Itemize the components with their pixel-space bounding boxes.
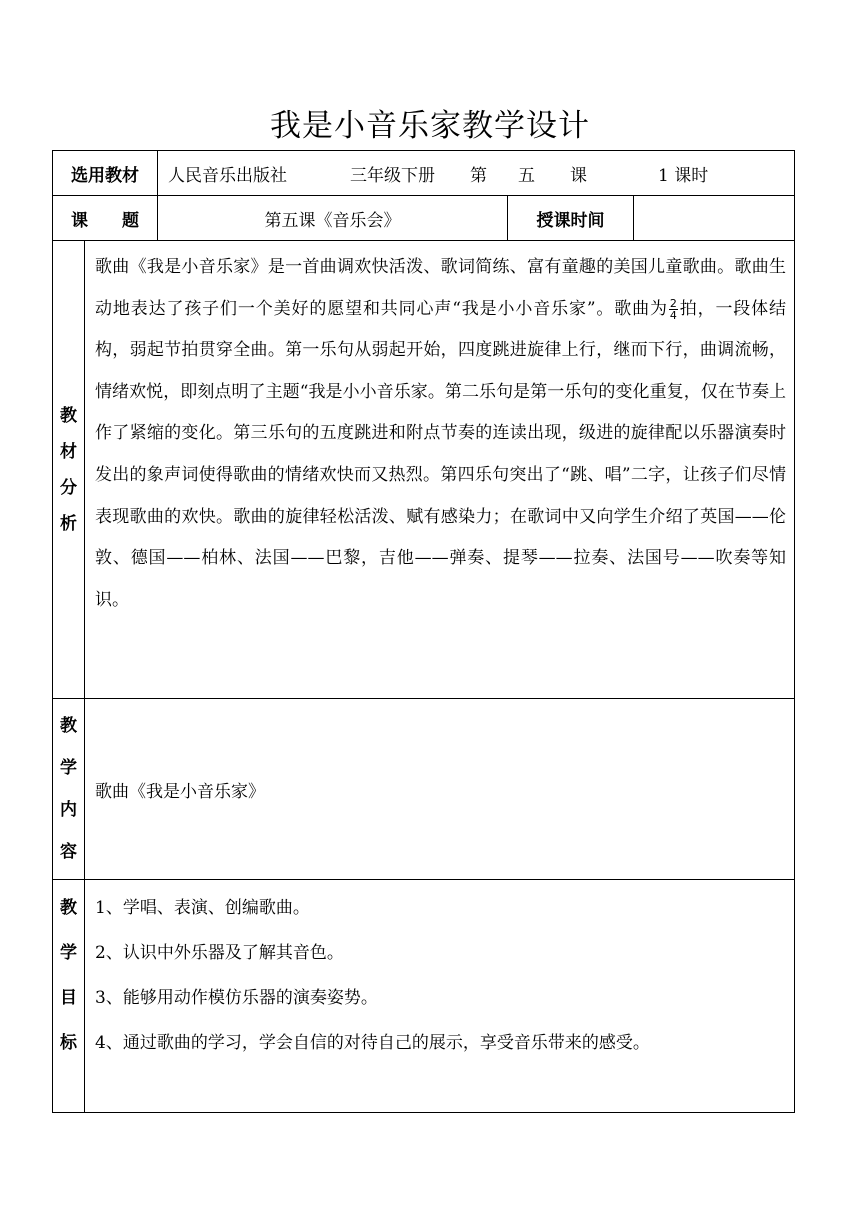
document-title: 我是小音乐家教学设计 — [270, 108, 590, 144]
topic-row — [53, 196, 795, 241]
textbook-label: 选用教材 — [53, 151, 158, 196]
content-row — [53, 699, 795, 880]
unit-number: 五 — [518, 165, 535, 186]
teaching-time-label: 授课时间 — [508, 196, 634, 241]
goal-item: 3、能够用动作模仿乐器的演奏姿势。 — [95, 988, 378, 1008]
time-signature: $\frac{2}{4}$ — [669, 296, 677, 322]
goal-item: 2、认识中外乐器及了解其音色。 — [95, 943, 344, 963]
textbook-row — [53, 151, 795, 196]
goal-item: 4、通过歌曲的学习，学会自信的对待自己的展示，享受音乐带来的感受。 — [95, 1033, 650, 1053]
goals-list — [85, 880, 795, 1113]
analysis-row — [53, 241, 795, 699]
teaching-time-value — [634, 196, 795, 241]
unit-suffix: 课 — [570, 165, 587, 186]
content-label: 教 学 内 容 — [53, 699, 85, 880]
goal-item: 1、学唱、表演、创编歌曲。 — [95, 898, 310, 918]
topic-value: 第五课《音乐会》 — [158, 196, 508, 241]
goals-label: 教 学 目 标 — [53, 880, 85, 1113]
class-hours: 1 课时 — [658, 165, 709, 186]
content-text: 歌曲《我是小音乐家》 — [85, 699, 795, 880]
analysis-label: 教 材 分 析 — [53, 241, 85, 699]
goals-row — [53, 880, 795, 1113]
textbook-info — [158, 151, 795, 196]
publisher: 人民音乐出版社 — [168, 165, 287, 186]
topic-label: 课 题 — [53, 196, 158, 241]
lesson-plan-table — [52, 150, 795, 1113]
unit-prefix: 第 — [470, 165, 487, 186]
analysis-text: 歌曲《我是小音乐家》是一首曲调欢快活泼、歌词简练、富有童趣的美国儿童歌曲。歌曲生动地表达了孩子们一个美好的愿望和共同心声“我是小小音乐家”。歌曲为 $\frac{2}{4}$ 拍，一段体结构，弱起节拍贯穿全曲。第一乐句从弱起开始，四度跳进旋律上行，继而下行，曲调流畅，情绪欢悦，即刻点明了主题“我是小小音乐家。第二乐句是第一乐句的变化重复，仅在节奏上作了紧缩的变化。第三乐句的五度跳进和附点节奏的连读出现，级进的旋律配以乐器演奏时发出的象声词使得歌曲的情绪欢快而又热烈。第四乐句突出了“跳、唱”二字，让孩子们尽情表现歌曲的欢快。歌曲的旋律轻松活泼、赋有感染力；在歌词中又向学生介绍了英国——伦敦、德国——柏林、法国——巴黎，吉他——弹奏、提琴——拉奏、法国号——吹奏等知识。 — [85, 241, 795, 699]
grade: 三年级下册 — [350, 165, 435, 186]
